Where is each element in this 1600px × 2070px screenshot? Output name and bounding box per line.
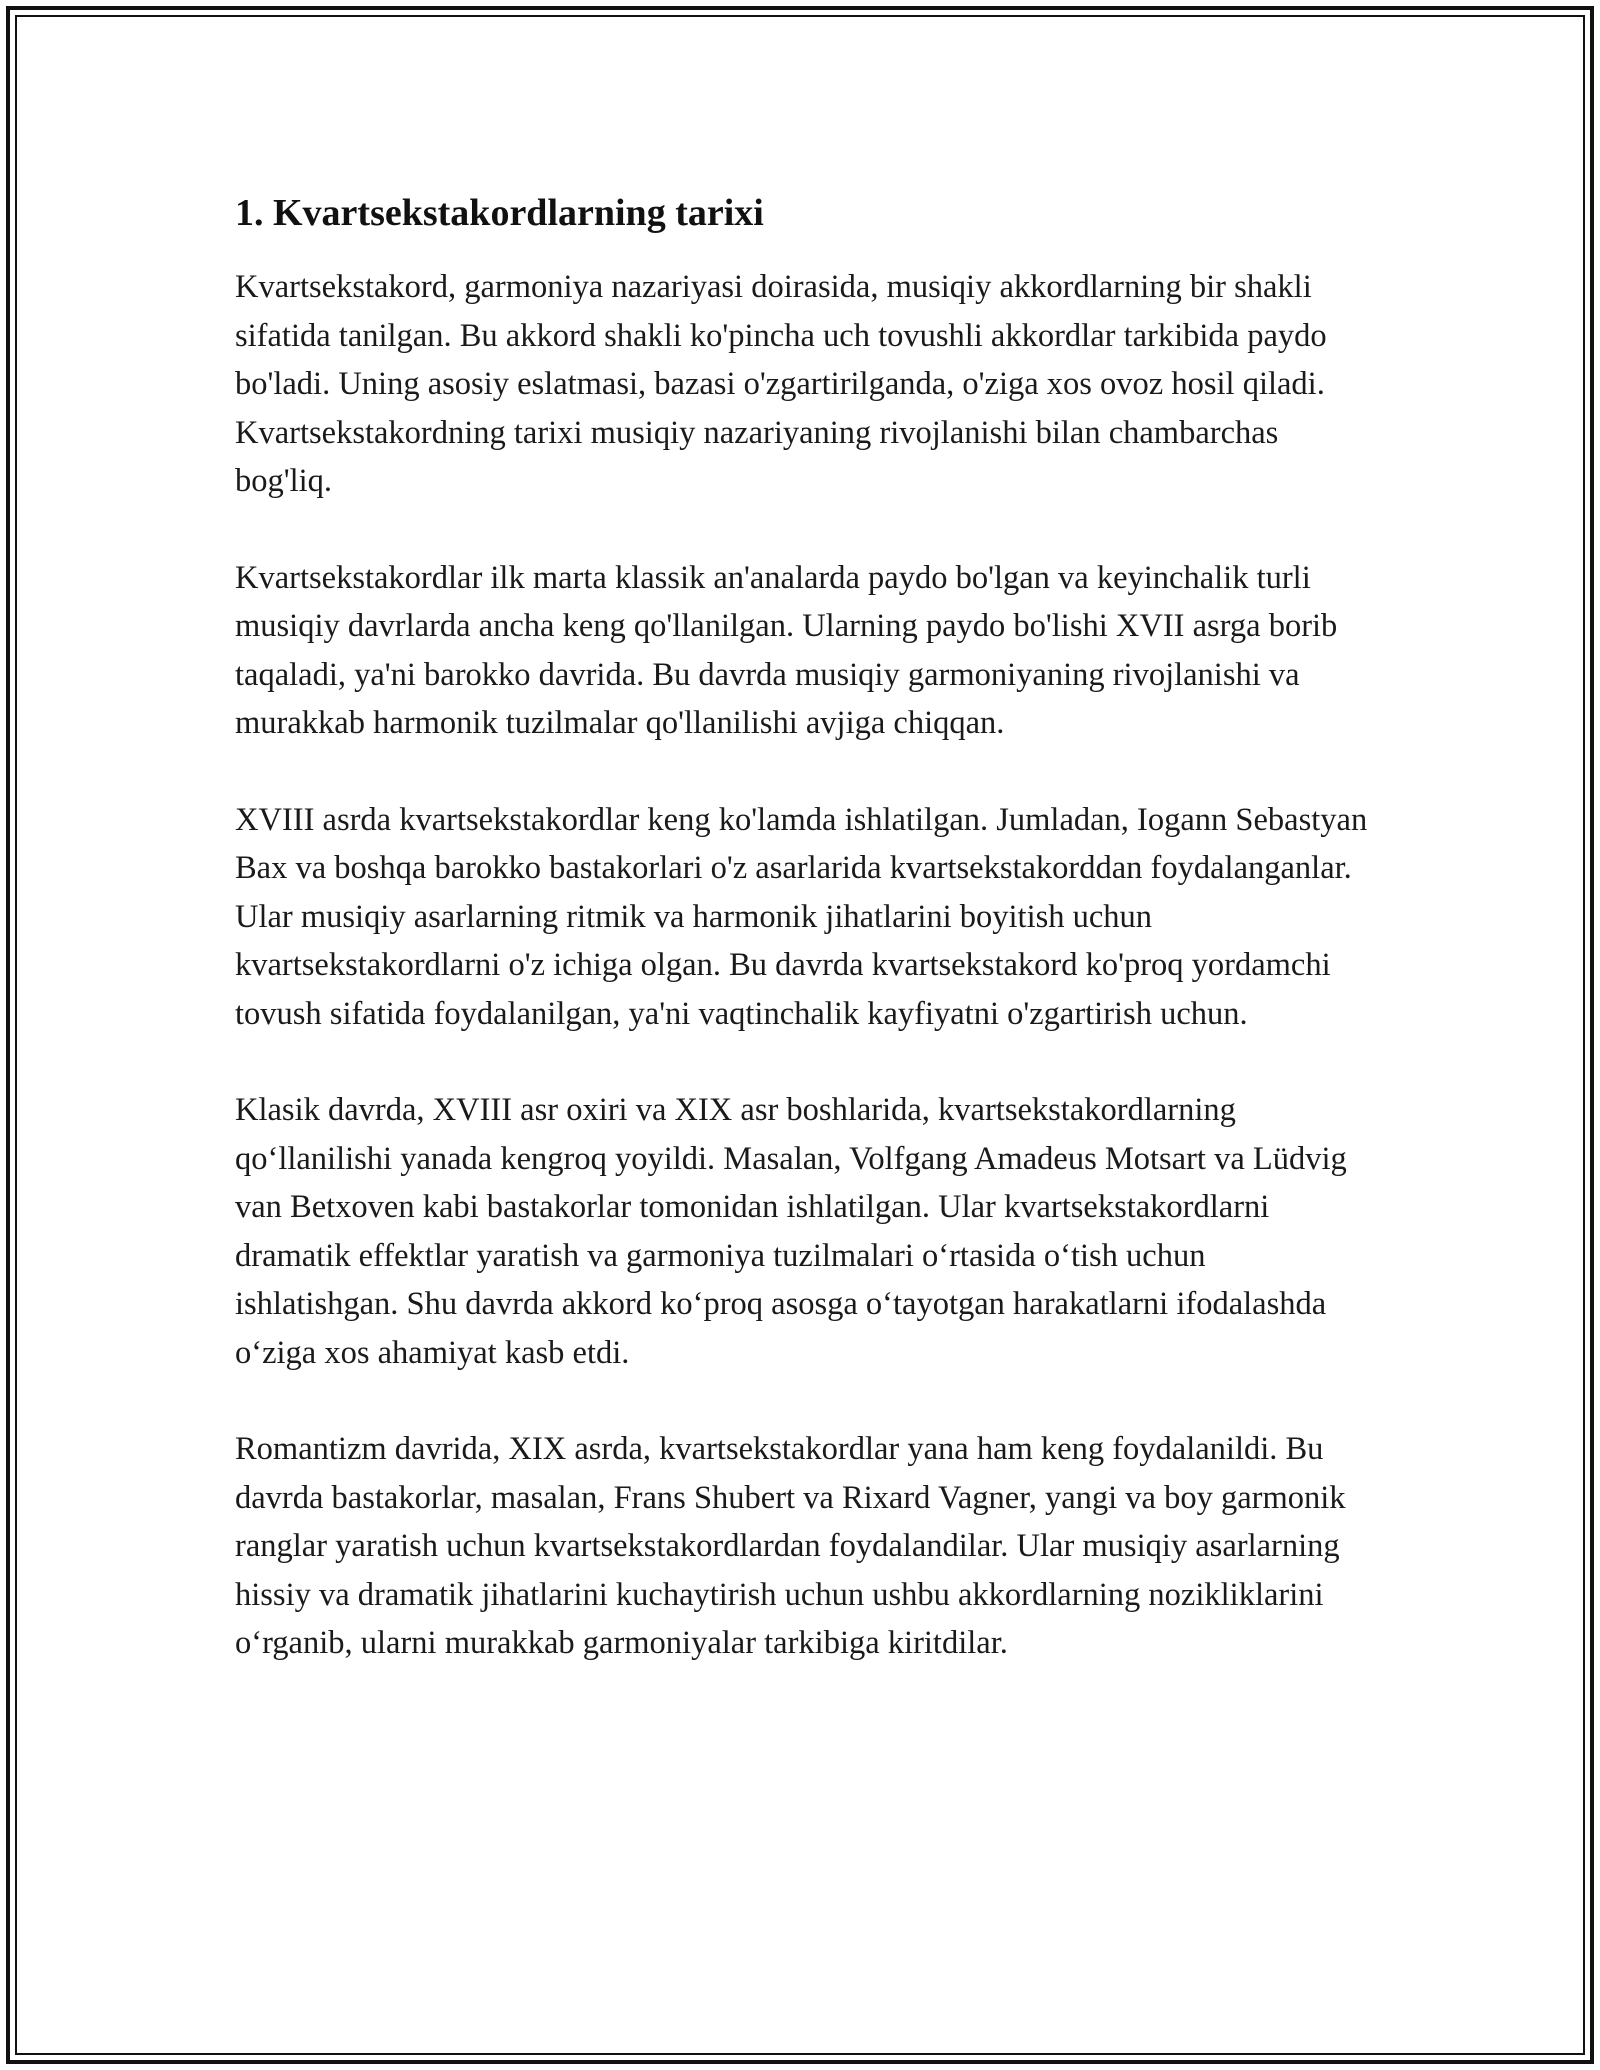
section-heading: 1. Kvartsekstakordlarning tarixi [235, 192, 764, 234]
document-body [235, 185, 1375, 1716]
paragraph-5: Romantizm davrida, XIX asrda, kvartsekstakordlar yana ham keng foydalanildi. Bu davrda bastakorlar, masalan, Frans Shubert va Rixard Vagner, yangi va boy garmonik ranglar yaratish uchun kvartsekstakordlardan foydalandilar. Ular musiqiy asarlarning hissiy va dramatik jihatlarini kuchaytirish uchun ushbu akkordlarning nozikliklarini o‘rganib, ularni murakkab garmoniyalar tarkibiga kiritdilar. [235, 1431, 1346, 1661]
paragraph-3: XVIII asrda kvartsekstakordlar keng ko'lamda ishlatilgan. Jumladan, Iogann Sebastyan Bax va boshqa barokko bastakorlari o'z asarlarida kvartsekstakorddan foydalanganlar. Ular musiqiy asarlarning ritmik va harmonik jihatlarini boyitish uchun kvartsekstakordlarni o'z ichiga olgan. Bu davrda kvartsekstakord ko'proq yordamchi tovush sifatida foydalanilgan, ya'ni vaqtinchalik kayfiyatni o'zgartirish uchun. [235, 801, 1368, 1032]
paragraph-1: Kvartsekstakord, garmoniya nazariyasi doirasida, musiqiy akkordlarning bir shakli sifatida tanilgan. Bu akkord shakli ko'pincha uch tovushli akkordlar tarkibida paydo bo'ladi. Uning asosiy eslatmasi, bazasi o'zgartirilganda, o'ziga xos ovoz hosil qiladi. Kvartsekstakordning tarixi musiqiy nazariyaning rivojlanishi bilan chambarchas bog'liq. [235, 269, 1327, 499]
paragraph-4: Klasik davrda, XVIII asr oxiri va XIX asr boshlarida, kvartsekstakordlarning qo‘llanilishi yanada kengroq yoyildi. Masalan, Volfgang Amadeus Motsart va Lüdvig van Betxoven kabi bastakorlar tomonidan ishlatilgan. Ular kvartsekstakordlarni dramatik effektlar yaratish va garmoniya tuzilmalari o‘rtasida o‘tish uchun ishlatishgan. Shu davrda akkord ko‘proq asosga o‘tayotgan harakatlarni ifodalashda o‘ziga xos ahamiyat kasb etdi. [235, 1092, 1347, 1371]
paragraph-2: Kvartsekstakordlar ilk marta klassik an'analarda paydo bo'lgan va keyinchalik turli musiqiy davrlarda ancha keng qo'llanilgan. Ularning paydo bo'lishi XVII asrga borib taqaladi, ya'ni barokko davrida. Bu davrda musiqiy garmoniyaning rivojlanishi va murakkab harmonik tuzilmalar qo'llanilishi avjiga chiqqan. [235, 559, 1338, 741]
